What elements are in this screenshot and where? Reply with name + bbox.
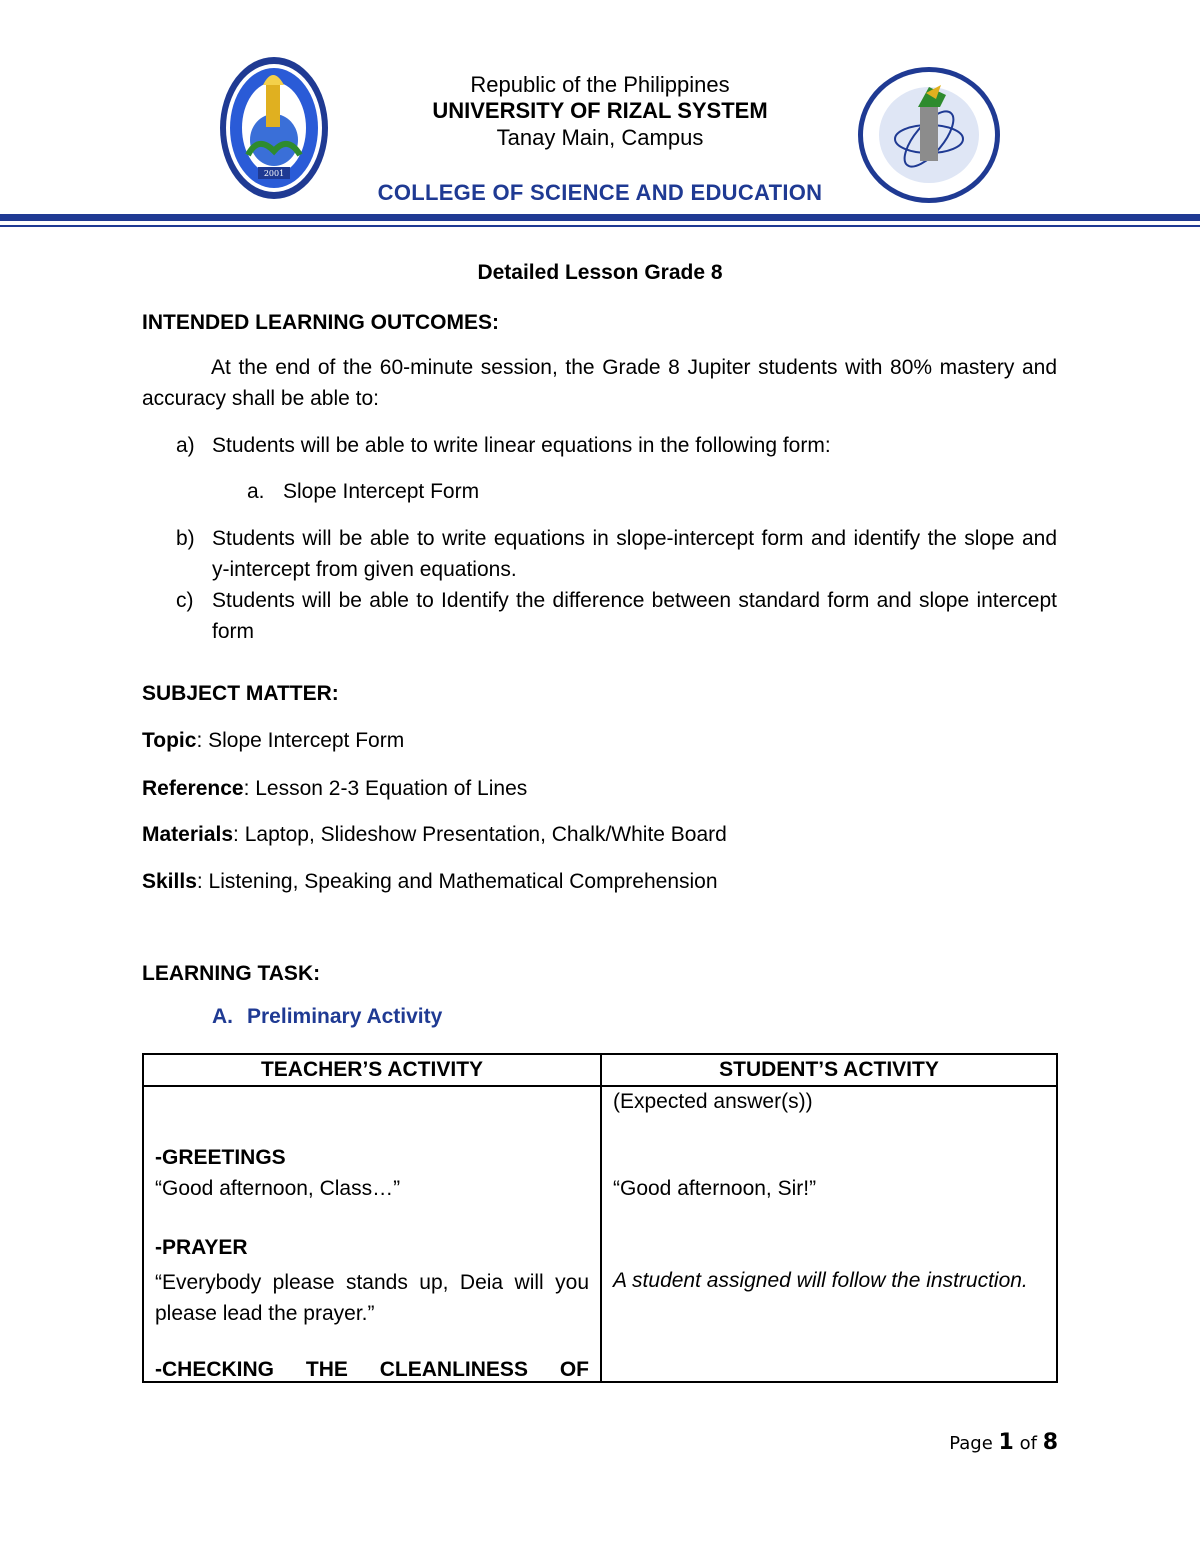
subject-materials-sep: : [233, 823, 245, 846]
teacher-activity-header: TEACHER’S ACTIVITY [143, 1054, 601, 1086]
subject-materials-value: Laptop, Slideshow Presentation, Chalk/White Board [244, 823, 727, 846]
subject-topic-label: Topic [142, 729, 197, 752]
header-divider-thick [0, 214, 1200, 221]
expected-answer-note: (Expected answer(s)) [613, 1090, 813, 1113]
outcome-sub-a-marker: a. [247, 480, 265, 503]
cleanliness-label: -CHECKING THE CLEANLINESS OF [155, 1358, 589, 1381]
outcome-a-text: Students will be able to write linear equations in the following form: [212, 434, 831, 457]
subject-skills-value: Listening, Speaking and Mathematical Comprehension [208, 870, 718, 893]
subject-topic [142, 725, 404, 756]
prayer-label: -PRAYER [155, 1236, 248, 1259]
page-of-word: of [1019, 1433, 1037, 1454]
student-activity-header: STUDENT’S ACTIVITY [601, 1054, 1057, 1086]
prayer-text: “Everybody please stands up, Deia will you please lead the prayer.” [155, 1271, 589, 1325]
table-header-row [143, 1054, 1057, 1086]
ilo-intro: At the end of the 60-minute session, the Grade 8 Jupiter students with 80% mastery and accuracy shall be able to: [142, 356, 1057, 410]
subject-reference-sep: : [243, 777, 256, 800]
page-current: 1 [998, 1430, 1014, 1455]
campus-line: Tanay Main, Campus [496, 125, 704, 150]
outcome-a-marker: a) [176, 434, 195, 457]
republic-line: Republic of the Philippines [470, 72, 730, 97]
subject-topic-sep: : [196, 729, 209, 752]
subject-skills [142, 866, 718, 897]
table-row [143, 1086, 1057, 1382]
learning-task-heading: LEARNING TASK: [142, 962, 321, 985]
subject-reference [142, 773, 527, 804]
section-a-title: Preliminary Activity [247, 1005, 443, 1028]
subject-materials-label: Materials [142, 823, 234, 846]
student-activity-cell [601, 1086, 1057, 1382]
subject-skills-label: Skills [142, 870, 197, 893]
document-title: Detailed Lesson Grade 8 [477, 261, 723, 284]
activity-table [142, 1053, 1058, 1383]
page-number [949, 1430, 1058, 1455]
outcome-c-marker: c) [176, 589, 194, 612]
subject-matter-heading: SUBJECT MATTER: [142, 682, 339, 705]
svg-text:2001: 2001 [263, 169, 285, 178]
outcome-c-text: Students will be able to Identify the difference between standard form and slope intercept form [212, 589, 1057, 643]
subject-skills-sep: : [196, 870, 209, 893]
university-name: UNIVERSITY OF RIZAL SYSTEM [432, 98, 768, 123]
page-total: 8 [1042, 1430, 1058, 1455]
prayer-reply: A student assigned will follow the instruction. [613, 1269, 1028, 1292]
college-name: COLLEGE OF SCIENCE AND EDUCATION [377, 180, 823, 205]
subject-reference-label: Reference [142, 777, 244, 800]
page-word: Page [949, 1433, 993, 1454]
greeting-reply: “Good afternoon, Sir!” [613, 1177, 817, 1200]
greetings-label: -GREETINGS [155, 1146, 286, 1169]
header-divider-thin [0, 225, 1200, 227]
ilo-heading: INTENDED LEARNING OUTCOMES: [142, 311, 499, 334]
subject-topic-value: Slope Intercept Form [208, 729, 405, 752]
subject-materials [142, 819, 727, 850]
greetings-text: “Good afternoon, Class…” [155, 1177, 401, 1200]
section-a-marker: A. [212, 1005, 233, 1028]
teacher-activity-cell [143, 1086, 601, 1382]
outcome-sub-a-text: Slope Intercept Form [283, 480, 480, 503]
subject-reference-value: Lesson 2-3 Equation of Lines [255, 777, 528, 800]
outcome-b-marker: b) [176, 527, 195, 550]
outcome-b-text: Students will be able to write equations in slope-intercept form and identify the slope and y-intercept from given equations. [212, 527, 1057, 581]
